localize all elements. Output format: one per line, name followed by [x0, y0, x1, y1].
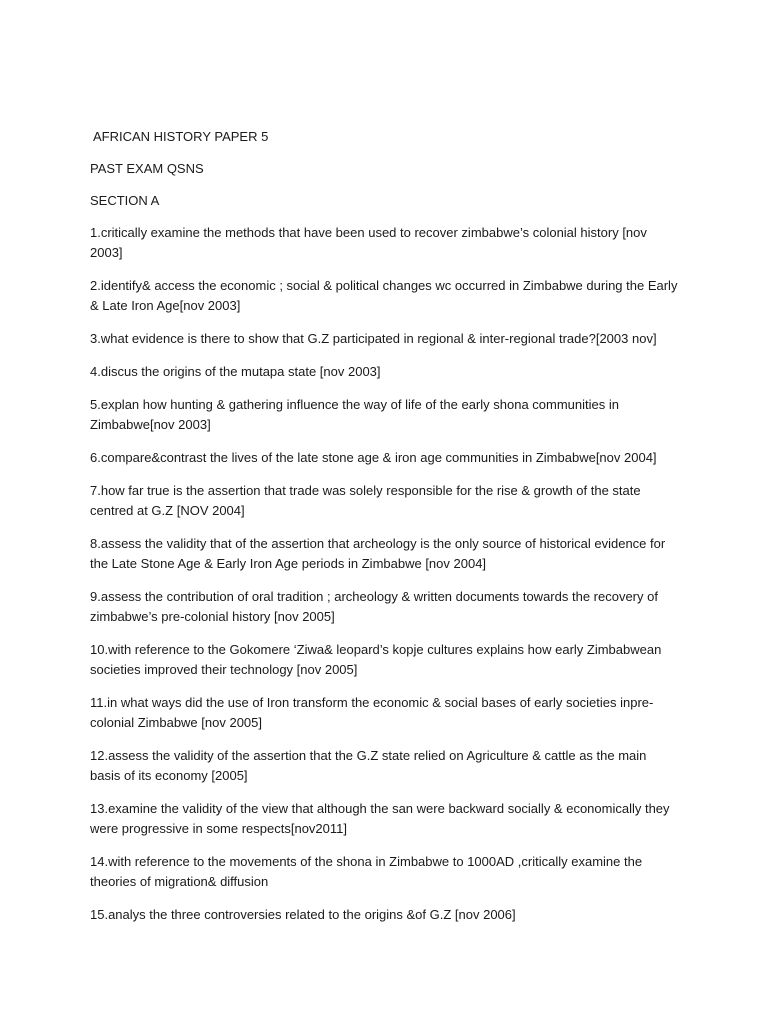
question-2: 2.identify& access the economic ; social & political changes wc occurred in Zimbabwe during the Early & Late Iron Age[nov 2003] — [90, 278, 678, 313]
question-13: 13.examine the validity of the view that although the san were backward socially & economically they were progressive in some respects[nov2011] — [90, 801, 670, 836]
question-8: 8.assess the validity that of the assertion that archeology is the only source of historical evidence for the Late Stone Age & Early Iron Age periods in Zimbabwe [nov 2004] — [90, 536, 666, 571]
question-3: 3.what evidence is there to show that G.Z participated in regional & inter-regional trade?[2003 nov] — [90, 331, 657, 346]
question-14: 14.with reference to the movements of the shona in Zimbabwe to 1000AD ,critically examine the theories of migration& diffusion — [90, 854, 643, 889]
question-1: 1.critically examine the methods that have been used to recover zimbabwe’s colonial history [nov 2003] — [90, 225, 647, 260]
document-body — [90, 127, 680, 938]
question-4: 4.discus the origins of the mutapa state [nov 2003] — [90, 364, 381, 379]
section-heading: SECTION A — [90, 193, 160, 208]
question-9: 9.assess the contribution of oral tradition ; archeology & written documents towards the recovery of zimbabwe’s pre-colonial history [nov 2005] — [90, 589, 658, 624]
question-12: 12.assess the validity of the assertion that the G.Z state relied on Agriculture & cattle as the main basis of its economy [2005] — [90, 748, 647, 783]
question-6: 6.compare&contrast the lives of the late stone age & iron age communities in Zimbabwe[nov 2004] — [90, 450, 657, 465]
document-title: AFRICAN HISTORY PAPER 5 — [93, 129, 269, 144]
question-5: 5.explan how hunting & gathering influence the way of life of the early shona communities in Zimbabwe[nov 2003] — [90, 397, 619, 432]
document-subtitle: PAST EXAM QSNS — [90, 161, 204, 176]
question-7: 7.how far true is the assertion that trade was solely responsible for the rise & growth of the state centred at G.Z [NOV 2004] — [90, 483, 641, 518]
question-11: 11.in what ways did the use of Iron transform the economic & social bases of early societies inpre-colonial Zimbabwe [nov 2005] — [90, 695, 654, 730]
question-list — [90, 223, 680, 925]
question-10: 10.with reference to the Gokomere ‘Ziwa& leopard’s kopje cultures explains how early Zimbabwean societies improved their technology [nov 2005] — [90, 642, 662, 677]
question-15: 15.analys the three controversies related to the origins &of G.Z [nov 2006] — [90, 907, 516, 922]
